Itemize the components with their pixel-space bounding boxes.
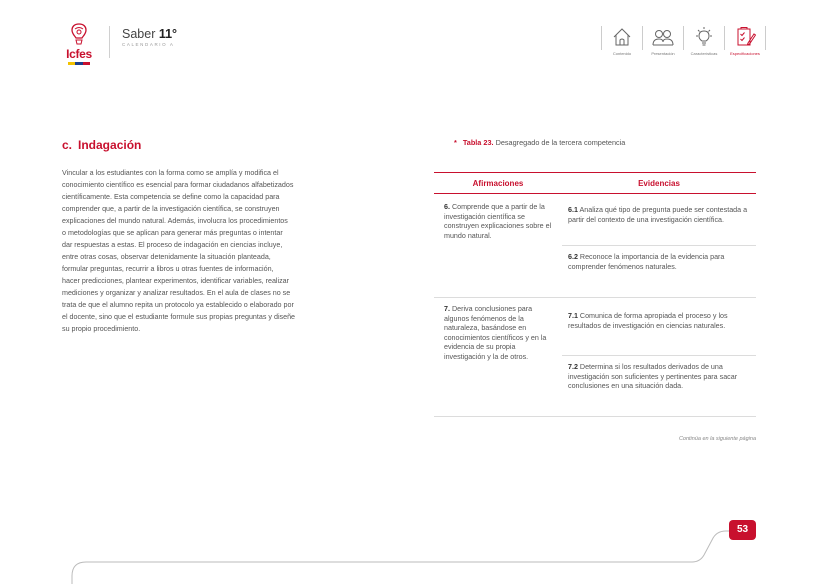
header-divider — [109, 26, 110, 58]
house-icon — [611, 26, 633, 48]
paragraph-line: dar respuestas a estas. El proceso de indagación en ciencias incluye, — [62, 241, 283, 249]
row-divider — [562, 245, 756, 246]
page-number: 53 — [729, 520, 756, 540]
evidencia-number: 7.1 — [568, 312, 578, 320]
nav-item-especificaciones[interactable] — [725, 24, 765, 64]
afirmacion-text: Comprende que a partir de la investigación científica se construyen explicaciones sobre el mundo natural. — [444, 203, 552, 240]
nav-item-contenido[interactable] — [602, 24, 642, 64]
caption-star: * — [454, 138, 457, 147]
evidencia-number: 7.2 — [568, 363, 578, 371]
nav-label-presentacion: Presentación — [651, 51, 675, 56]
row-divider — [562, 355, 756, 356]
paragraph-line: mediciones y organizar y analizar resultados. En el aula de clases no se — [62, 289, 291, 297]
nav-label-especificaciones: Especificaciones — [730, 51, 760, 56]
column-header-evidencias: Evidencias — [638, 179, 680, 188]
people-icon — [652, 26, 674, 48]
evidencia-cell — [568, 312, 756, 331]
paragraph-line: trata de que el alumno repita un protocolo ya establecido o elaborado por — [62, 301, 294, 309]
paragraph-line: hacer predicciones, plantear experimentos, identificar variables, realizar — [62, 277, 290, 285]
evidencia-cell — [568, 363, 756, 392]
logo-color-bars — [68, 62, 90, 65]
section-letter: c. — [62, 138, 73, 152]
exam-title-prefix: Saber — [122, 27, 156, 41]
nav-label-caracteristicas: Características — [690, 51, 718, 56]
nav-item-presentacion[interactable] — [643, 24, 683, 64]
table-bottom-rule — [434, 416, 756, 417]
nav-separator — [765, 26, 766, 50]
row-divider — [434, 297, 756, 298]
table-header — [434, 172, 756, 194]
paragraph-line: formular preguntas, recurrir a libros u otras fuentes de información, — [62, 265, 274, 273]
paragraph-line: el docente, sino que el estudiante formule sus propias preguntas y diseñe — [62, 313, 296, 321]
shield-crest-icon — [62, 22, 96, 48]
afirmacion-cell — [434, 305, 562, 363]
evidencia-number: 6.1 — [568, 206, 578, 214]
nav-label-contenido: Contenido — [612, 51, 632, 56]
continued-note: Continúa en la siguiente página — [678, 436, 756, 442]
evidencia-cell — [568, 253, 756, 272]
paragraph-line: su propio procedimiento. — [62, 325, 141, 333]
paragraph-line: conocimiento científico es esencial para formar ciudadanos alfabetizados — [62, 181, 294, 189]
caption-label: Tabla 23. — [462, 138, 494, 147]
exam-subtitle: CALENDARIO A — [122, 42, 175, 47]
paragraph-line: o metodologías que se aplican para generar más preguntas o intentar — [62, 229, 283, 237]
afirmacion-number: 6. — [444, 203, 450, 211]
evidencia-text: Comunica de forma apropiada el proceso y los resultados de investigación en ciencias naturales. — [568, 312, 728, 330]
paragraph-line: comprender que, a partir de la investigación científica, se construyen — [62, 205, 280, 213]
paragraph-line: entre otras cosas, observar detenidamente la situación planteada, — [62, 253, 271, 261]
section-title — [62, 138, 141, 152]
afirmacion-text: Deriva conclusiones para algunos fenómenos de la naturaleza, basándose en conocimientos científicos y en la evidencia de su propia investigación y la de otros. — [444, 305, 547, 361]
paragraph-line: explicaciones del mundo natural. Además, involucra los procedimientos — [62, 217, 288, 225]
clipboard-pencil-icon — [734, 26, 756, 48]
lightbulb-icon — [693, 26, 715, 48]
icfes-logo[interactable] — [62, 22, 102, 62]
afirmacion-number: 7. — [444, 305, 450, 313]
table-caption — [454, 138, 625, 147]
evidencia-number: 6.2 — [568, 253, 578, 261]
paragraph-line: Vincular a los estudiantes con la forma como se amplía y modifica el — [62, 169, 279, 177]
evidencia-cell — [568, 206, 756, 225]
top-nav — [601, 24, 766, 64]
nav-item-caracteristicas[interactable] — [684, 24, 724, 64]
afirmacion-cell — [434, 203, 562, 241]
paragraph-line: científicamente. Esta competencia se define como la capacidad para — [62, 193, 280, 201]
caption-text: Desagregado de la tercera competencia — [495, 138, 626, 147]
exam-title — [122, 27, 177, 41]
page-header — [62, 20, 766, 66]
logo-text: Icfes — [66, 47, 92, 61]
evidencia-text: Determina si los resultados derivados de una investigación son suficientes y pertinentes para sacar conclusiones en una situación dada. — [568, 363, 738, 391]
section-title-text: Indagación — [78, 138, 142, 152]
exam-title-number: 11° — [158, 27, 178, 41]
evidencia-text: Analiza qué tipo de pregunta puede ser contestada a partir del contexto de una investigación científica. — [568, 206, 748, 224]
evidencia-text: Reconoce la importancia de la evidencia para comprender fenómenos naturales. — [568, 253, 725, 271]
section-paragraph — [62, 167, 398, 335]
column-header-afirmaciones: Afirmaciones — [472, 179, 524, 188]
